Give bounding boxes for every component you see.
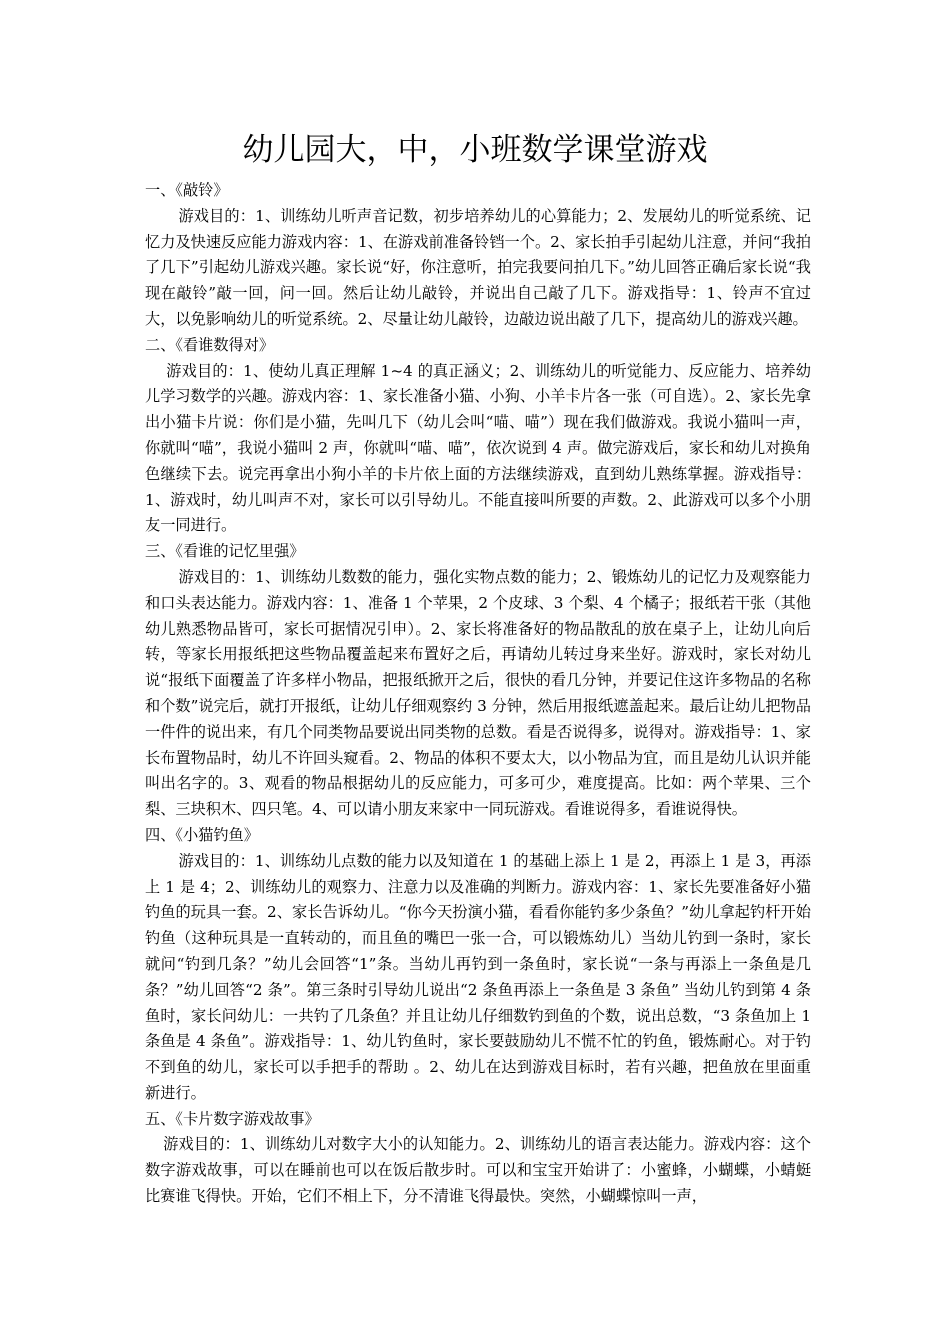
document-body bbox=[145, 178, 811, 1210]
section-paragraph-5: 游戏目的：1、训练幼儿对数字大小的认知能力。2、训练幼儿的语言表达能力。游戏内容：这个数字游戏故事，可以在睡前也可以在饭后散步时。可以和宝宝开始讲了：小蜜蜂，小蝴蝶，小蜻蜓比赛谁飞得快。开始，它们不相上下，分不清谁飞得最快。突然，小蝴蝶惊叫一声， bbox=[145, 1135, 811, 1206]
section-heading-1: 一、《敲铃》 bbox=[145, 181, 229, 199]
section-heading-3: 三、《看谁的记忆里强》 bbox=[145, 542, 305, 561]
document-title: 幼儿园大，中，小班数学课堂游戏 bbox=[242, 132, 708, 168]
section-heading-5: 五、《卡片数字游戏故事》 bbox=[145, 1109, 320, 1128]
section-paragraph-2: 游戏目的：1、使幼儿真正理解 1~4 的真正涵义；2、训练幼儿的听觉能力、反应能力、培养幼儿学习数学的兴趣。游戏内容：1、家长准备小猫、小狗、小羊卡片各一张（可自选）。2、家长先拿出小猫卡片说：你们是小猫，先叫几下（幼儿会叫“喵、喵”）现在我们做游戏。我说小猫叫一声，你就叫“喵”，我说小猫叫 2 声，你就叫“喵、喵”，依次说到 4 声。做完游戏后，家长和幼儿对换角色继续下去。说完再拿出小狗小羊的卡片依上面的方法继续游戏，直到幼儿熟练掌握。游戏指导：1、游戏时，幼儿叫声不对，家长可以引导幼儿。不能直接叫所要的声数。2、此游戏可以多个小朋友一同进行。 bbox=[145, 361, 811, 535]
section-paragraph-3: 游戏目的：1、训练幼儿数数的能力，强化实物点数的能力；2、锻炼幼儿的记忆力及观察能力和口头表达能力。游戏内容：1、准备 1 个苹果，2 个皮球、3 个梨、4 个橘子；报纸若干张（其他幼儿熟悉物品皆可，家长可据情况引申）。2、家长将准备好的物品散乱的放在桌子上，让幼儿向后转，等家长用报纸把这些物品覆盖起来布置好之后，再请幼儿转过身来坐好。游戏时，家长对幼儿说“报纸下面覆盖了许多样小物品，把报纸掀开之后，很快的看几分钟，并要记住这许多物品的名称和个数”说完后，就打开报纸，让幼儿仔细观察约 3 分钟，然后用报纸遮盖起来。最后让幼儿把物品一件件的说出来，有几个同类物品要说出同类物的总数。看是否说得多，说得对。游戏指导：1、家长布置物品时，幼儿不许回头窥看。2、物品的体积不要太大，以小物品为宜，而且是幼儿认识并能叫出名字的。3、观看的物品根据幼儿的反应能力，可多可少，难度提高。比如：两个苹果、三个梨、三块积木、四只笔。4、可以请小朋友来家中一同玩游戏。看谁说得多，看谁说得快。 bbox=[145, 567, 811, 819]
section-paragraph-1: 游戏目的：1、训练幼儿听声音记数，初步培养幼儿的心算能力；2、发展幼儿的听觉系统、记忆力及快速反应能力游戏内容：1、在游戏前准备铃铛一个。2、家长拍手引起幼儿注意，并问“我拍了几下”引起幼儿游戏兴趣。家长说“好，你注意听，拍完我要问拍几下。”幼儿回答正确后家长说“我现在敲铃”敲一回，问一回。然后让幼儿敲铃，并说出自己敲了几下。游戏指导：1、铃声不宜过大，以免影响幼儿的听觉系统。2、尽量让幼儿敲铃，边敲边说出敲了几下，提高幼儿的游戏兴趣。 bbox=[145, 206, 811, 328]
section-heading-4: 四、《小猫钓鱼》 bbox=[145, 825, 259, 844]
section-heading-2: 二、《看谁数得对》 bbox=[145, 335, 275, 354]
section-paragraph-4: 游戏目的：1、训练幼儿点数的能力以及知道在 1 的基础上添上 1 是 2，再添上 1 是 3，再添上 1 是 4；2、训练幼儿的观察力、注意力以及准确的判断力。游戏内容：1、家长先要准备好小猫钓鱼的玩具一套。2、家长告诉幼儿。“你今天扮演小猫，看看你能钓多少条鱼？”幼儿拿起钓杆开始钓鱼（这种玩具是一直转动的，而且鱼的嘴巴一张一合，可以锻炼幼儿）当幼儿钓到一条时，家长就问“钓到几条？”幼儿会回答“1”条。当幼儿再钓到一条鱼时，家长说“一条与再添上一条鱼是几条？”幼儿回答“2 条”。第三条时引导幼儿说出“2 条鱼再添上一条鱼是 3 条鱼” 当幼儿钓到第 4 条鱼时，家长问幼儿：一共钓了几条鱼？并且让幼儿仔细数钓到鱼的个数，说出总数，“3 条鱼加上 1 条鱼是 4 条鱼”。游戏指导：1、幼儿钓鱼时，家长要鼓励幼儿不慌不忙的钓鱼，锻炼耐心。对于钓不到鱼的幼儿，家长可以手把手的帮助 。2、幼儿在达到游戏目标时，若有兴趣，把鱼放在里面重新进行。 bbox=[145, 851, 811, 1102]
